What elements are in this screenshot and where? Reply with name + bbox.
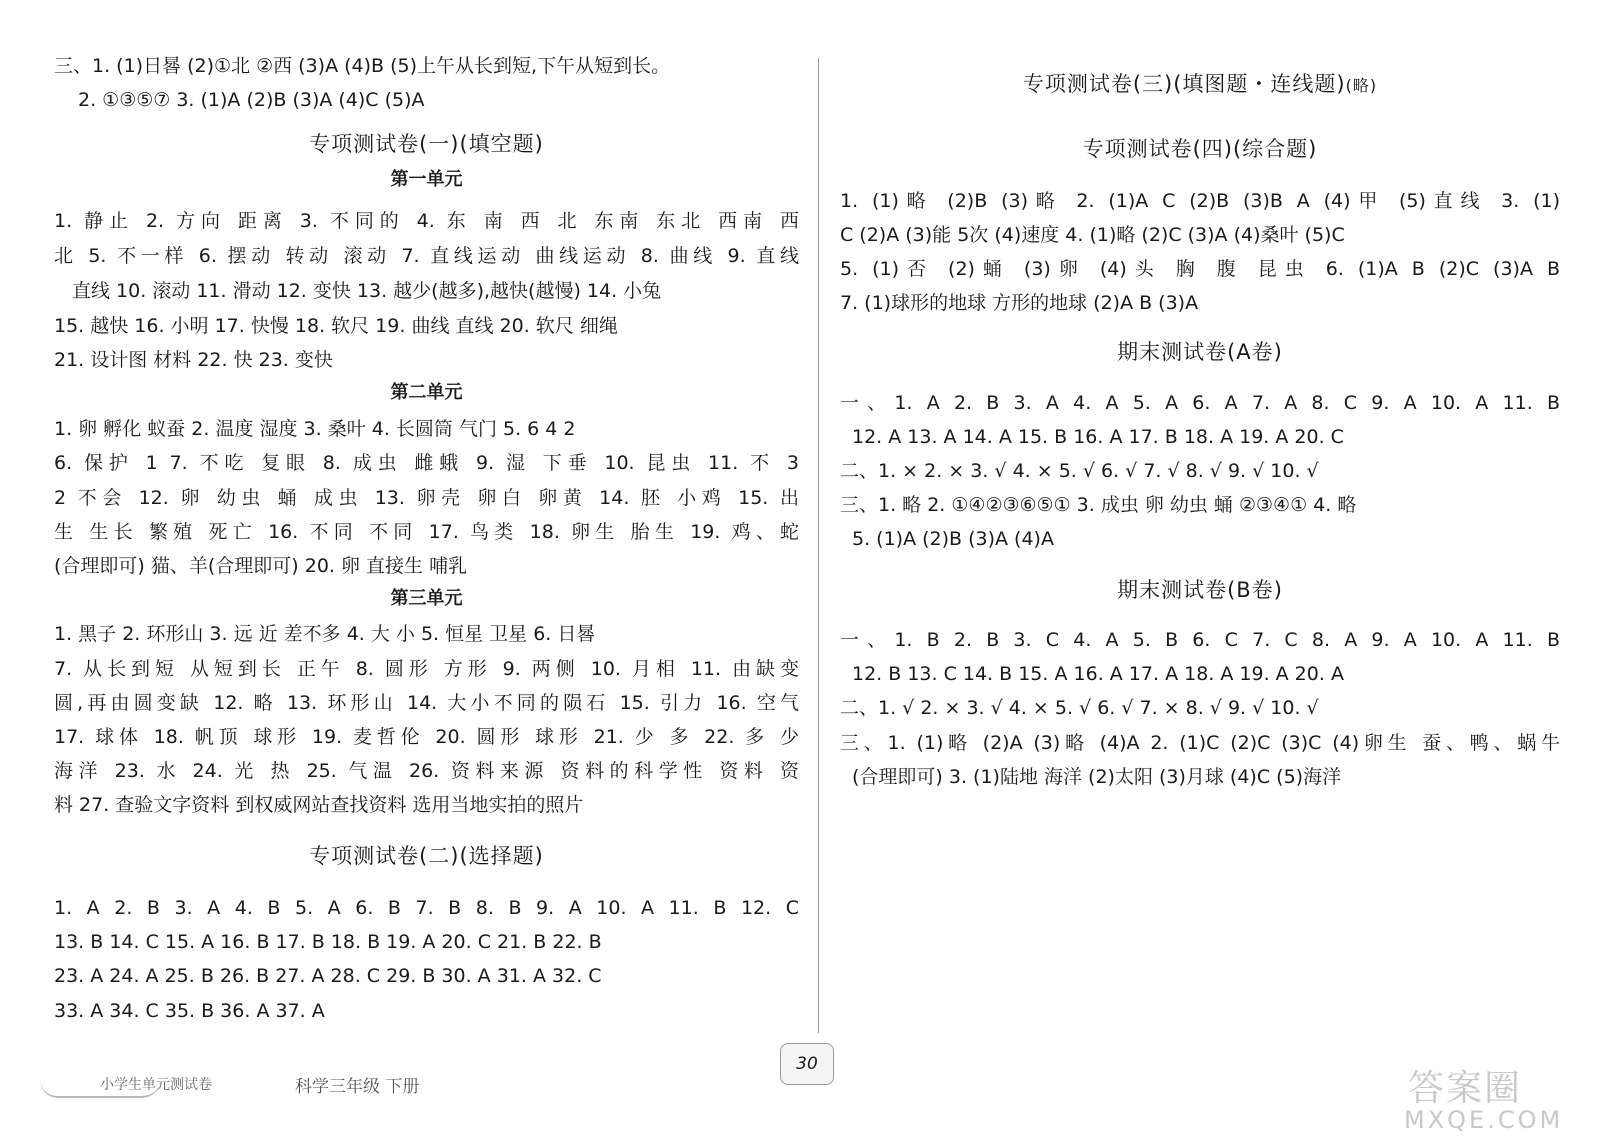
test4-line: 1. (1)略 (2)B (3)略 2. (1)A C (2)B (3)B A (4)甲 (5)直线 3. (1) xyxy=(840,190,1560,212)
finalA-line: 三、1. 略 2. ①④②③⑥⑤① 3. 成虫 卵 幼虫 蛹 ②③④① 4. 略 xyxy=(840,494,1357,516)
test2-line: 23. A 24. A 25. B 26. B 27. A 28. C 29. B 30. A 31. A 32. C xyxy=(54,965,602,987)
finalB-title: 期末测试卷(B卷) xyxy=(1117,578,1283,602)
column-divider xyxy=(818,58,819,1033)
unit3-heading: 第三单元 xyxy=(390,588,463,609)
unit2-line: 生 生长 繁殖 死亡 16. 不同 不同 17. 鸟类 18. 卵生 胎生 19. 鸡、蛇 xyxy=(54,521,799,543)
finalB-line: 二、1. √ 2. × 3. √ 4. × 5. √ 6. √ 7. × 8. √ 9. √ 10. √ xyxy=(840,697,1319,719)
test1-title: 专项测试卷(一)(填空题) xyxy=(309,132,544,156)
watermark-url: MXQE.COM xyxy=(1404,1106,1564,1134)
unit1-line: 21. 设计图 材料 22. 快 23. 变快 xyxy=(54,349,333,371)
unit2-line: 2 不会 12. 卵 幼虫 蛹 成虫 13. 卵壳 卵白 卵黄 14. 胚 小鸡 15. 出 xyxy=(54,487,799,509)
test4-title: 专项测试卷(四)(综合题) xyxy=(1082,137,1318,161)
test3-note: (略) xyxy=(1345,76,1378,95)
finalA-title: 期末测试卷(A卷) xyxy=(1117,340,1283,364)
unit3-line: 1. 黑子 2. 环形山 3. 远 近 差不多 4. 大 小 5. 恒星 卫星 6. 日晷 xyxy=(54,623,596,645)
unit1-line: 15. 越快 16. 小明 17. 快慢 18. 软尺 19. 曲线 直线 20. 软尺 细绳 xyxy=(54,315,618,337)
finalB-line: 一、1. B 2. B 3. C 4. A 5. B 6. C 7. C 8. A 9. A 10. A 11. B xyxy=(840,629,1560,651)
test2-line: 1. A 2. B 3. A 4. B 5. A 6. B 7. B 8. B 9. A 10. A 11. B 12. C xyxy=(54,897,799,919)
unit3-line: 海洋 23. 水 24. 光 热 25. 气温 26. 资料来源 资料的科学性 资料 资 xyxy=(54,760,799,782)
page-number: 30 xyxy=(780,1043,834,1085)
unit2-line: 1. 卵 孵化 蚁蚕 2. 温度 湿度 3. 桑叶 4. 长圆筒 气门 5. 6 4 2 xyxy=(54,418,576,440)
footer-brand xyxy=(40,1066,460,1106)
test4-line: 5. (1)否 (2)蛹 (3)卵 (4)头 胸 腹 昆虫 6. (1)A B (2)C (3)A B xyxy=(840,258,1560,280)
unit2-heading: 第二单元 xyxy=(390,382,463,403)
watermark-logo-text: 答案圈 xyxy=(1408,1068,1523,1109)
test4-line: 7. (1)球形的地球 方形的地球 (2)A B (3)A xyxy=(840,292,1199,314)
unit1-line: 1. 静止 2. 方向 距离 3. 不同的 4. 东 南 西 北 东南 东北 西南 西 xyxy=(54,210,799,232)
brand-name: 小学生单元测试卷 xyxy=(100,1077,212,1093)
test2-title: 专项测试卷(二)(选择题) xyxy=(309,844,544,868)
finalA-line: 一、1. A 2. B 3. A 4. A 5. A 6. A 7. A 8. C 9. A 10. A 11. B xyxy=(840,392,1560,414)
test2-line: 33. A 34. C 35. B 36. A 37. A xyxy=(54,1000,325,1022)
unit2-line: (合理即可) 猫、羊(合理即可) 20. 卵 直接生 哺乳 xyxy=(54,555,468,577)
test2-line: 13. B 14. C 15. A 16. B 17. B 18. B 19. A 20. C 21. B 22. B xyxy=(54,931,602,953)
unit2-line: 6. 保护 1 7. 不吃 复眼 8. 成虫 雌蛾 9. 湿 下垂 10. 昆虫 11. 不 3 xyxy=(54,452,799,474)
watermark xyxy=(1398,1060,1578,1136)
finalB-line: (合理即可) 3. (1)陆地 海洋 (2)太阳 (3)月球 (4)C (5)海洋 xyxy=(852,766,1342,788)
unit1-line: 直线 10. 滚动 11. 滑动 12. 变快 13. 越少(越多),越快(越慢) 14. 小兔 xyxy=(72,280,662,302)
test3-title xyxy=(840,70,1560,100)
test4-line: C (2)A (3)能 5次 (4)速度 4. (1)略 (2)C (3)A (4)桑叶 (5)C xyxy=(840,224,1345,246)
unit1-line: 北 5. 不一样 6. 摆动 转动 滚动 7. 直线运动 曲线运动 8. 曲线 9. 直线 xyxy=(54,245,799,267)
finalB-line: 三、1. (1)略 (2)A (3)略 (4)A 2. (1)C (2)C (3)C (4)卵生 蚕、鸭、蜗牛 xyxy=(840,732,1560,754)
finalA-line: 二、1. × 2. × 3. √ 4. × 5. √ 6. √ 7. √ 8. √ 9. √ 10. √ xyxy=(840,460,1319,482)
finalB-line: 12. B 13. C 14. B 15. A 16. A 17. A 18. A 19. A 20. A xyxy=(852,663,1344,685)
finalA-line: 12. A 13. A 14. A 15. B 16. A 17. B 18. A 19. A 20. C xyxy=(852,426,1344,448)
unit3-line: 圆,再由圆变缺 12. 略 13. 环形山 14. 大小不同的陨石 15. 引力 16. 空气 xyxy=(54,692,799,714)
subject-grade: 科学三年级 下册 xyxy=(295,1077,420,1097)
intro-line-1: 三、1. (1)日晷 (2)①北 ②西 (3)A (4)B (5)上午从长到短,下午从短到长。 xyxy=(54,55,671,77)
unit1-heading: 第一单元 xyxy=(390,169,463,190)
test3-title-text: 专项测试卷(三)(填图题・连线题) xyxy=(1022,72,1346,96)
unit3-line: 7. 从长到短 从短到长 正午 8. 圆形 方形 9. 两侧 10. 月相 11. 由缺变 xyxy=(54,658,799,680)
unit3-line: 17. 球体 18. 帆顶 球形 19. 麦哲伦 20. 圆形 球形 21. 少 多 22. 多 少 xyxy=(54,726,799,748)
finalA-line: 5. (1)A (2)B (3)A (4)A xyxy=(852,528,1054,550)
intro-line-2: 2. ①③⑤⑦ 3. (1)A (2)B (3)A (4)C (5)A xyxy=(78,89,425,111)
unit3-line: 料 27. 查验文字资料 到权威网站查找资料 选用当地实拍的照片 xyxy=(54,794,584,816)
